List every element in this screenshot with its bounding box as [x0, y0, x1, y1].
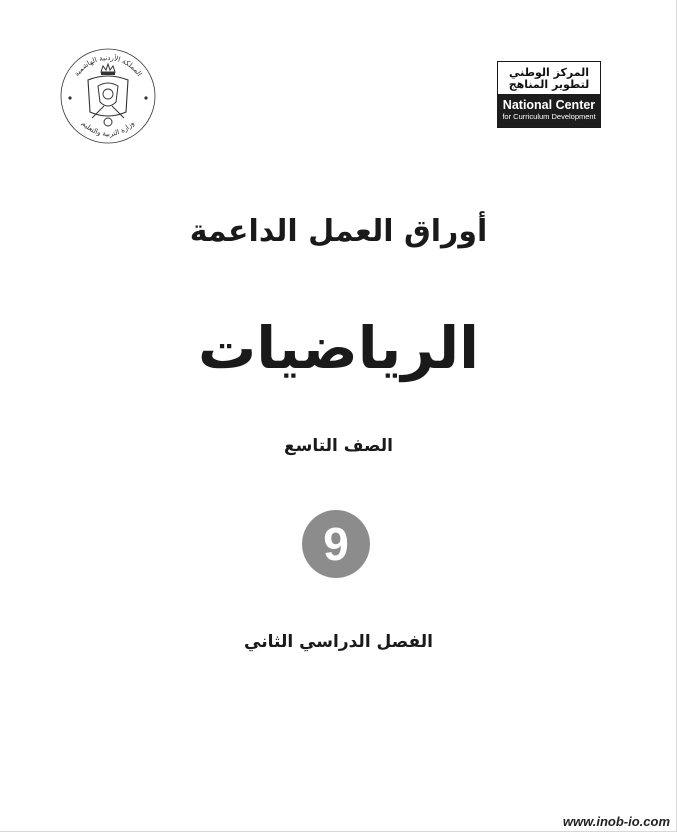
- emblem-text-top: المملكة الأردنية الهاشمية: [72, 53, 144, 78]
- site-watermark: www.inob-io.com: [562, 814, 670, 829]
- grade-number: 9: [323, 518, 349, 570]
- logo-english-line1: National Center: [502, 98, 596, 112]
- logo-english-line2: for Curriculum Development: [502, 112, 596, 121]
- grade-label: الصف التاسع: [284, 436, 393, 456]
- jordan-coat-of-arms-icon: [58, 46, 158, 146]
- svg-text:وزارة التربية والتعليم: [80, 119, 136, 138]
- subject-title: الرياضيات: [197, 314, 480, 382]
- semester-label: الفصل الدراسي الثاني: [244, 632, 433, 652]
- logo-arabic-text: [498, 62, 600, 94]
- logo-arabic-line2: لتطوير المناهج: [508, 78, 590, 91]
- logo-arabic-line1: المركز الوطني: [509, 66, 589, 79]
- logo-english-band: [498, 94, 600, 127]
- nccd-logo: [497, 61, 601, 128]
- cover-title: أوراق العمل الداعمة: [189, 214, 488, 249]
- emblem-text-bottom: وزارة التربية والتعليم: [80, 119, 136, 139]
- grade-badge: [302, 510, 370, 578]
